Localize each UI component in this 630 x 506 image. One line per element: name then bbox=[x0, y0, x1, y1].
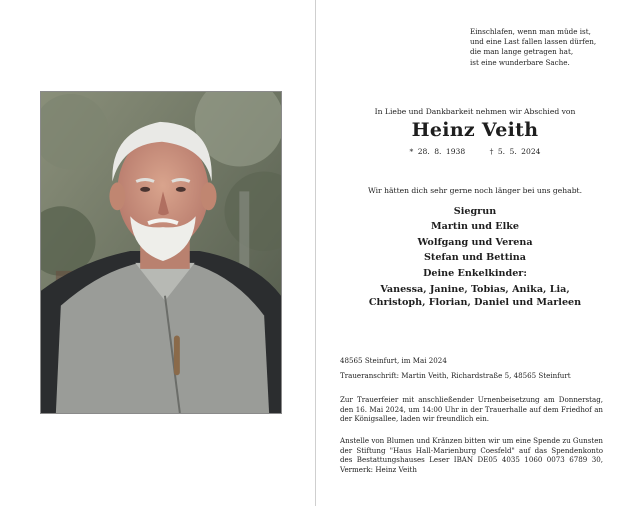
deceased-name: Heinz Veith bbox=[411, 119, 539, 141]
wish-line: Wir hätten dich sehr gerne noch länger bei uns gehabt. bbox=[367, 186, 583, 195]
farewell-intro: In Liebe und Dankbarkeit nehmen wir Abschied von bbox=[374, 107, 576, 116]
poem-line: ist eine wunderbare Sache. bbox=[470, 57, 570, 67]
family-member: Wolfgang und Verena bbox=[417, 236, 533, 248]
poem bbox=[470, 27, 620, 68]
portrait-photo bbox=[40, 91, 282, 414]
card-fold-line bbox=[315, 0, 316, 506]
donation-notice: Anstelle von Blumen und Kränzen bitten wir um eine Spende zu Gunsten der Stiftung "Haus Hall-Marienburg Coesfeld" auf das Spendenkonto des Bestattungshauses Leser IBAN DE05 4035 1060 0073 6789 30, Vermerk: Heinz Veith bbox=[340, 436, 603, 474]
poem-line: die man lange getragen hat, bbox=[470, 47, 574, 57]
place-date: 48565 Steinfurt, im Mai 2024 bbox=[340, 356, 447, 365]
death-date: † 5. 5. 2024 bbox=[489, 147, 541, 156]
family-list bbox=[330, 204, 620, 266]
grandchildren-title: Deine Enkelkinder: bbox=[423, 268, 527, 279]
grandchildren-line: Christoph, Florian, Daniel und Marleen bbox=[368, 297, 582, 309]
family-member: Martin und Elke bbox=[431, 221, 519, 233]
family-member: Stefan und Bettina bbox=[423, 252, 527, 264]
mourning-address: Traueranschrift: Martin Veith, Richardstraße 5, 48565 Steinfurt bbox=[340, 371, 571, 380]
life-dates bbox=[330, 147, 620, 156]
family-member: Siegrun bbox=[453, 206, 497, 217]
birth-date: * 28. 8. 1938 bbox=[409, 147, 466, 156]
grandchildren-list bbox=[330, 283, 620, 310]
funeral-notice: Zur Trauerfeier mit anschließender Urnenbeisetzung am Donnerstag, den 16. Mai 2024, um 14:00 Uhr in der Trauerhalle auf dem Friedhof an der Königsallee, laden wir freundlich ein. bbox=[340, 395, 603, 424]
poem-line: und eine Last fallen lassen dürfen, bbox=[470, 37, 597, 47]
poem-line: Einschlafen, wenn man müde ist, bbox=[470, 27, 591, 36]
portrait-illustration bbox=[41, 92, 281, 413]
grandchildren-line: Vanessa, Janine, Tobias, Anika, Lia, bbox=[380, 284, 570, 295]
